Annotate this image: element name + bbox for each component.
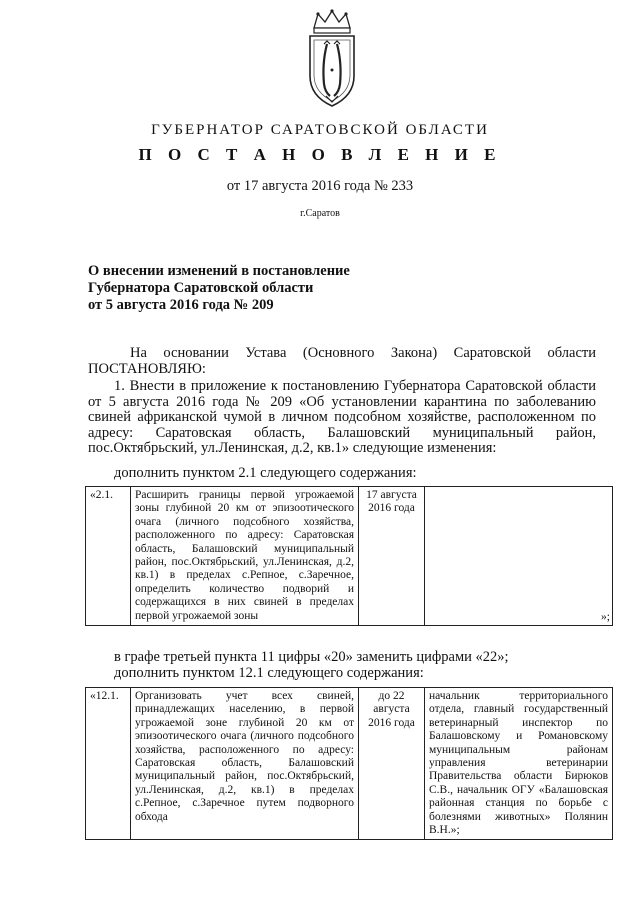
coat-of-arms-emblem <box>300 8 364 112</box>
amendment-table-2-1 <box>85 486 613 626</box>
table-row <box>86 688 613 840</box>
table-row <box>86 487 613 626</box>
subject-line-3: от 5 августа 2016 года № 209 <box>88 297 274 313</box>
add-2-1-paragraph: дополнить пунктом 2.1 следующего содержания: <box>114 465 417 481</box>
document-subject <box>88 263 350 314</box>
subject-line-2: Губернатора Саратовской области <box>88 280 314 296</box>
measure-cell: Организовать учет всех свиней, принадлежащих населению, в первой угрожаемой зоне глубиной 20 км от эпизоотического очага (личного подсобного хозяйства, расположенного по адресу: Саратовская область, Балашовский муниципальный район, пос.Октябрьский, ул.Ленинская, д.2, кв.1) в пределах с.Репное, с.Заречное путем подворного обхода <box>131 688 359 840</box>
add-12-1-paragraph: дополнить пунктом 12.1 следующего содержания: <box>114 664 424 681</box>
item-number: «12.1. <box>86 688 131 840</box>
subject-line-1: О внесении изменений в постановление <box>88 263 350 279</box>
responsible-cell <box>425 487 613 626</box>
item-1-paragraph: 1. Внести в приложение к постановлению Губернатора Саратовской области от 5 августа 2016 года № 209 «Об установлении карантина по заболеванию свиней африканской чумой в личном подсобном хозяйстве, расположенном по адресу: Саратовская область, Балашовский муниципальный район, пос.Октябрьский, ул.Ленинская, д.2, кв.1» следующие изменения: <box>88 378 596 456</box>
closing-quote: »; <box>601 610 610 623</box>
item-number: «2.1. <box>86 487 131 626</box>
document-date-number: от 17 августа 2016 года № 233 <box>226 178 414 194</box>
deadline-cell: 17 августа 2016 года <box>359 487 425 626</box>
document-type: П О С Т А Н О В Л Е Н И Е <box>138 145 502 164</box>
deadline-cell: до 22 августа 2016 года <box>359 688 425 840</box>
issuer-title: ГУБЕРНАТОР САРАТОВСКОЙ ОБЛАСТИ <box>151 122 489 138</box>
amendment-instructions <box>88 650 596 681</box>
amendment-table-12-1 <box>85 687 613 840</box>
basis-paragraph: На основании Устава (Основного Закона) Саратовской области ПОСТАНОВЛЯЮ: <box>88 345 596 377</box>
replace-11-paragraph: в графе третьей пункта 11 цифры «20» заменить цифрами «22»; <box>114 649 509 665</box>
measure-cell: Расширить границы первой угрожаемой зоны глубиной 20 км от эпизоотического очага (личного подсобного хозяйства, расположенного по адресу: Саратовская область, Балашовский муниципальный район, пос.Октябрьский, ул.Ленинская, д.2, кв.1) в пределах с.Репное, с.Заречное, определить количество подворий и содержащихся в них свиней в пределах первой угрожаемой зоны <box>131 487 359 626</box>
document-city: г.Саратов <box>300 208 340 219</box>
responsible-cell: начальник территориального отдела, главный государственный ветеринарный инспектор по Балашовскому и Романовскому муниципальным районам управления ветеринарии Правительства области Бирюков С.В., начальник ОГУ «Балашовская районная станция по борьбе с болезнями животных» Полянин В.Н.»; <box>425 688 613 840</box>
